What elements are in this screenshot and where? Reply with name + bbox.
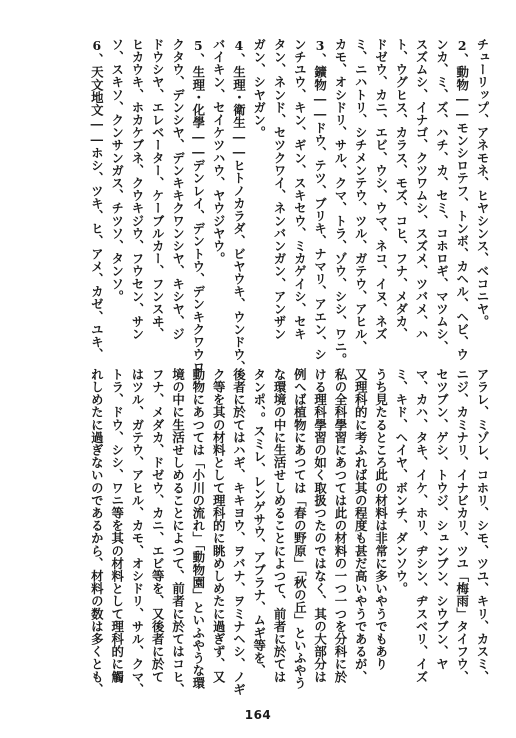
text-line: ンチユウ、キン、ギン、スキセウ、ミカゲイシ、セキ [292, 38, 308, 341]
text-line: れしめたに過ぎないのであるから、材料の数は多くとも、 [89, 368, 105, 696]
text-line: 私の全科學習にあつては此の材料の一つ一つを分科に於 [332, 368, 348, 683]
text-line: 後者に於てはハギ、キキヨウ、ヲバナ、ヲミナヘシ、ノギ [231, 368, 247, 696]
text-line: ドゼウ、カニ、エビ、ウシ、ウマ、ネコ、イヌ、ネズ [373, 38, 389, 341]
text-line: 6、天文地文――ホシ、ツキ、ヒ、アメ、カゼ、ユキ、 [89, 38, 105, 361]
lower-text-block [6, 368, 492, 696]
text-line: ソ、スキソ、クンサンガス、チツソ、タンソ。 [109, 38, 125, 303]
text-line: バイキン、セイケツハウ、ヤウジヤウ。 [211, 38, 227, 265]
text-line: ト、ウグヒス、カラス、モズ、コヒ、フナ、メダカ、 [393, 38, 409, 341]
text-line: マ、カハ、タキ、イケ、ホリ、ヂシン、ヂスベリ、イズ [414, 368, 430, 683]
text-line: タンポ、。スミレ、レンゲサウ、アブラナ、ムギ等を、 [251, 368, 267, 677]
text-line: 3、鑛物――ドウ、テツ、ブリキ、ナマリ、アエン、シ [312, 38, 328, 361]
text-line: セツブン、ゲシ、トウジ、シュンブン、シウブン、ヤ [434, 368, 450, 671]
text-line: ミ、ニハトリ、シチメンテウ、ツル、ガテウ、アヒル、 [353, 38, 369, 353]
text-line: タン、ネンド、セツクワイ、ネンバンガン、アンザン [272, 38, 288, 341]
text-line: ミ、キド、ヘイヤ、ボンチ、ダンソウ。 [393, 368, 409, 595]
text-line: 動物にあつては「小川の流れ」「動物園」といふやうな環 [190, 368, 206, 690]
text-line: クタウ、デンシヤ、デンキキクワンシヤ、キシヤ、ジ [170, 38, 186, 341]
text-line: 4、生理・衛生――ヒトノカラダ、ビヤウキ、ウンドウ、 [231, 38, 247, 374]
text-line: ドウシヤ、エレベーター、ケーブルカー、フンスヰ、 [150, 38, 166, 341]
text-line: な環境の中に生活せしめることによつて、前者に於ては [272, 368, 288, 683]
text-line: フナ、メダカ、ドゼウ、カニ、エビ等を、又後者に於て [150, 368, 166, 683]
text-line: 例へば植物にあつては「春の野原」「秋の丘」といふやう [292, 368, 308, 690]
text-line: トラ、ドウ、シシ、ワニ等を其の材料として理科的に觸 [109, 368, 125, 683]
text-line: チューリップ、アネモネ、ヒヤシンス、ベコニヤ。 [475, 38, 490, 328]
text-line: ニジ、カミナリ、イナビカリ、ツユ「梅雨」タイフウ、 [454, 368, 470, 683]
text-line: うち見たるところ此の材料は非常に多いやうでもあり [373, 368, 389, 671]
text-line: 5、生理・化學――デンレイ、デントウ、デンキクワウロ [190, 38, 206, 374]
text-line: はツル、ガテウ、アヒル、カモ、オシドリ、サル、クマ、 [129, 368, 145, 696]
text-line: 境の中に生活せしめることによつて、前者に於てはコヒ、 [170, 368, 186, 696]
page-number: 164 [244, 708, 272, 722]
upper-text-block [6, 38, 492, 374]
text-line: 又理科的に考ふれば其の程度も甚だ高いやうであるが、 [353, 368, 369, 683]
text-line: ヒカウキ、ホカケブネ、クウキジウ、フウセン、サン [129, 38, 145, 341]
text-line: 2、動物――モンシロテフ、トンボ、カヘル、ヘビ、ウ [454, 38, 470, 361]
text-line: カモ、オシドリ、サル、クマ、トラ、ゾウ、シシ、ワニ。 [332, 38, 348, 366]
text-line: ク等を其の材料として理科的に眺めしめたに過ぎず、又 [211, 368, 227, 683]
text-line: ガン、シヤガン。 [251, 38, 267, 139]
text-line: アラレ、ミゾレ、コホリ、シモ、ツユ、キリ、カスミ、 [475, 368, 490, 683]
text-line: スズムシ、イナゴ、クツワムシ、スズメ、ツバメ、ハ [414, 38, 430, 341]
text-line: ンカ、ミ、ズ、ハチ、カ、セミ、コホロギ、マツムシ、 [434, 38, 450, 353]
text-line: ける理科學習の如く取扱つたのではなく、其の大部分は [312, 368, 328, 683]
